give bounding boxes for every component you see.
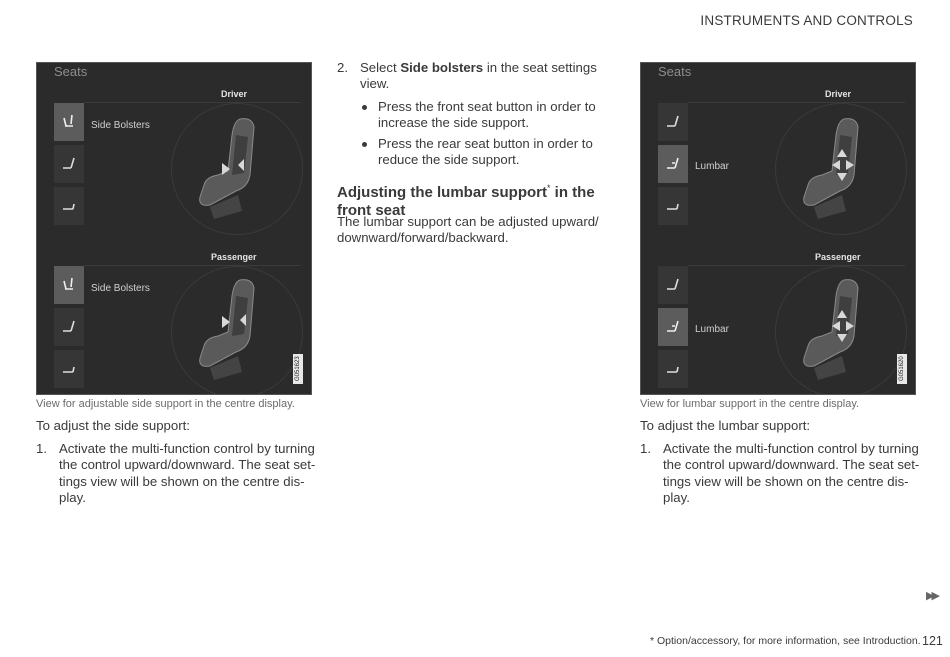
active-setting-label: Lumbar <box>695 324 729 335</box>
side-bolsters-term: Side bolsters <box>400 60 484 75</box>
cushion-button[interactable] <box>54 350 84 388</box>
figure-caption: View for adjustable side support in the centre display. <box>36 398 295 410</box>
lumbar-button[interactable] <box>658 308 688 346</box>
step-line: play. <box>663 489 690 505</box>
lumbar-support-intro: To adjust the lumbar support: <box>640 418 811 433</box>
figure-caption: View for lumbar support in the centre display. <box>640 398 860 410</box>
side-support-intro: To adjust the side support: <box>36 418 190 433</box>
image-id: G051623 <box>293 354 303 384</box>
bullet-icon <box>362 142 367 147</box>
seat-lumbar-icon <box>663 316 683 336</box>
para-line: downward/forward/backward. <box>337 230 509 246</box>
bullet-icon <box>362 105 367 110</box>
heading-text: front seat <box>337 201 406 219</box>
seat-backrest-icon <box>663 111 683 131</box>
lumbar-button[interactable] <box>658 145 688 183</box>
step-line: Activate the multi-function control by turning <box>59 441 315 456</box>
seat-cushion-icon <box>663 358 683 378</box>
double-arrow-right-icon: ▶▶ <box>926 590 937 602</box>
seat-lumbar-icon <box>663 153 683 173</box>
driver-panel <box>641 85 915 245</box>
passenger-label: Passenger <box>815 252 861 262</box>
side-bolster-button[interactable] <box>54 266 84 304</box>
cushion-button[interactable] <box>54 187 84 225</box>
seat-cushion-icon <box>663 195 683 215</box>
step-line: tings view will be shown on the centre dis- <box>59 473 305 489</box>
backrest-button[interactable] <box>658 103 688 141</box>
bullet-line: increase the side support. <box>378 115 530 131</box>
para-line: The lumbar support can be adjusted upward/ <box>337 214 599 229</box>
option-footnote: * Option/accessory, for more information, see Introduction. <box>650 635 921 647</box>
seat-backrest-icon <box>59 153 79 173</box>
image-id: G051620 <box>897 354 907 384</box>
driver-panel <box>37 85 311 245</box>
driver-label: Driver <box>825 89 852 99</box>
seat-backrest-icon <box>59 316 79 336</box>
seat-cushion-icon <box>59 195 79 215</box>
seat-side-bolster-icon <box>59 274 79 294</box>
passenger-label: Passenger <box>211 252 257 262</box>
active-setting-label: Side Bolsters <box>91 283 150 294</box>
screen-title: Seats <box>54 64 88 79</box>
step-number: 1. <box>36 441 47 456</box>
cushion-button[interactable] <box>658 350 688 388</box>
active-setting-label: Lumbar <box>695 161 729 172</box>
side-bolsters-screen-figure <box>36 62 312 395</box>
page-number: 121 <box>922 634 943 648</box>
lumbar-screen-figure <box>640 62 916 395</box>
heading-text: Adjusting the lumbar support <box>337 184 547 201</box>
section-header: INSTRUMENTS AND CONTROLS <box>700 13 913 28</box>
step-line: Activate the multi-function control by turning <box>663 441 919 456</box>
driver-label: Driver <box>221 89 248 99</box>
lumbar-description <box>337 214 607 247</box>
seat-side-bolster-icon <box>59 111 79 131</box>
step-line: the control upward/downward. The seat set- <box>663 457 920 473</box>
step-line: view. <box>360 76 390 92</box>
active-setting-label: Side Bolsters <box>91 120 150 131</box>
step-line: play. <box>59 489 86 505</box>
heading-text: in the <box>550 184 595 201</box>
bullet-line: Press the front seat button in order to <box>378 99 596 114</box>
side-bolster-button[interactable] <box>54 103 84 141</box>
passenger-seat-illustration <box>796 276 876 386</box>
step-text: in the seat settings <box>483 60 597 75</box>
seat-cushion-icon <box>59 358 79 378</box>
option-marker: * <box>547 183 551 193</box>
passenger-panel <box>37 248 311 393</box>
step-line: tings view will be shown on the centre dis- <box>663 473 909 489</box>
driver-seat-illustration <box>192 115 272 225</box>
backrest-button[interactable] <box>54 308 84 346</box>
backrest-button[interactable] <box>54 145 84 183</box>
step-number: 1. <box>640 441 651 456</box>
step-line: the control upward/downward. The seat set- <box>59 457 316 473</box>
passenger-panel <box>641 248 915 393</box>
cushion-button[interactable] <box>658 187 688 225</box>
step-number: 2. <box>337 60 348 75</box>
driver-seat-illustration <box>796 115 876 225</box>
step-text: Select <box>360 60 401 75</box>
backrest-button[interactable] <box>658 266 688 304</box>
passenger-seat-illustration <box>192 276 272 386</box>
bullet-line: reduce the side support. <box>378 152 520 168</box>
bullet-line: Press the rear seat button in order to <box>378 136 593 151</box>
screen-title: Seats <box>658 64 692 79</box>
seat-backrest-icon <box>663 274 683 294</box>
